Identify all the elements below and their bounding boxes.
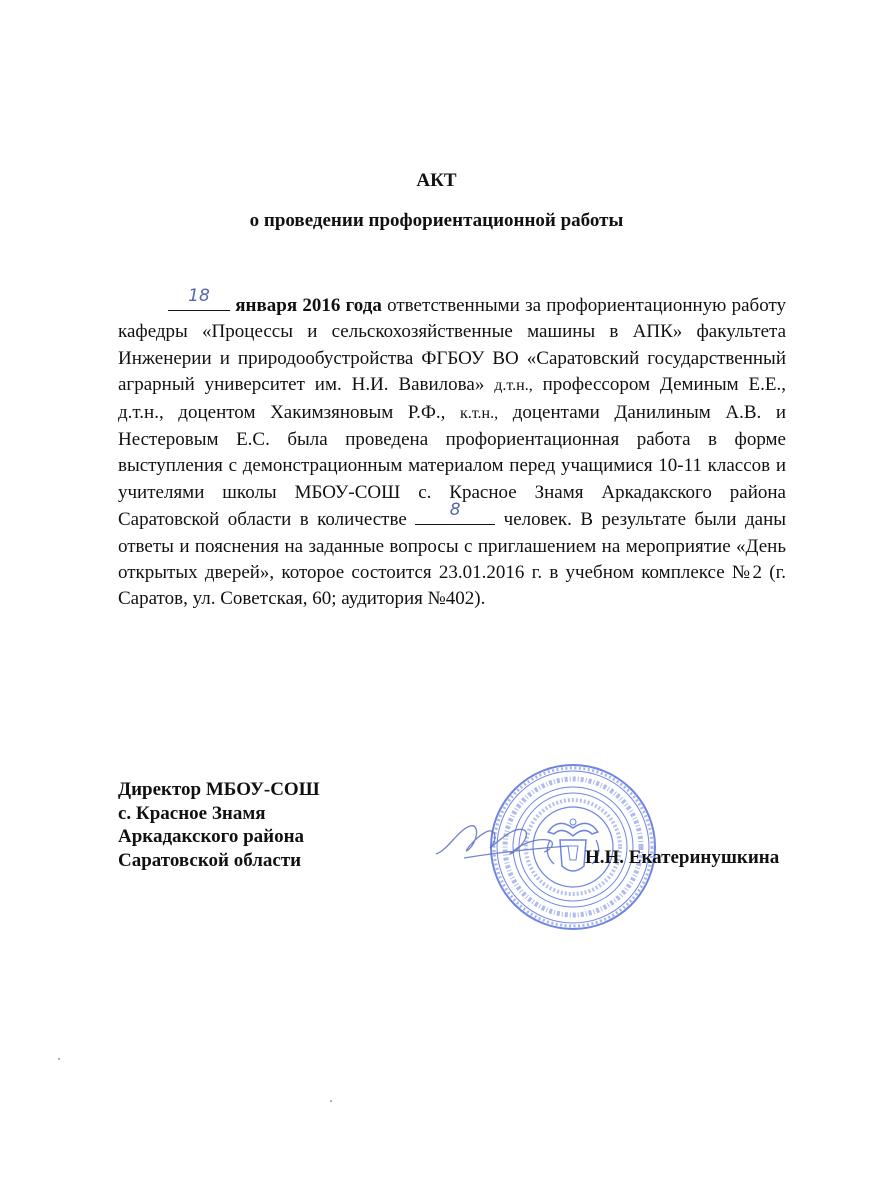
date-day-handwritten: 18 [188,285,210,306]
degree-2: к.т.н., [459,404,499,422]
director-line-2: с. Красное Знамя [118,802,266,824]
body-paragraph-2: профессором Деминым Е.Е., д.т.н., доцентом Хакимзяновым Р.Ф., [118,374,787,423]
body-paragraph-4: человек. В результате были даны ответы и пояснения на заданные вопросы с приглашением на мероприятие «День открытых дверей», которое состоится 23.01.2016 г. в учебном комплексе №2 (г. Саратов, ул. Советская, 60; аудитория №402). [118,509,787,610]
handwritten-signature-icon [428,810,598,870]
date-day-blank [168,285,230,311]
act-body [118,285,787,613]
count-handwritten: 8 [449,499,461,520]
director-line-1: Директор МБОУ-СОШ [118,779,320,800]
body-paragraph-3: доцентами Данилиным А.В. и Нестеровым Е.С. была проведена профориентационная работа в форме выступления с демонстрационным материалом перед учащимися 10-11 классов и учителями школы МБОУ-СОШ с. Красное Знамя Аркадакского района Саратовской области в количестве [118,401,787,531]
director-line-4: Саратовской области [118,849,302,871]
count-blank [415,499,495,525]
director-line-3: Аркадакского района [118,826,305,847]
document-subtitle: о проведении профориентационной работы [249,210,624,231]
date-text: января 2016 года [235,295,382,316]
document-title: АКТ [416,170,457,191]
director-name: Н.Н. Екатеринушкина [585,847,780,868]
director-title-block [118,778,320,872]
degree-1: д.т.н., [494,377,533,395]
scan-speck [330,1100,332,1102]
body-paragraph-1: ответственными за профориентационную работу кафедры «Процессы и сельскохозяйственные машины в АПК» факультета Инженерии и природообустройства ФГБОУ ВО «Саратовский государственный аграрный университет им. Н.И. Вавилова» [118,295,787,396]
scan-speck [58,1058,60,1060]
